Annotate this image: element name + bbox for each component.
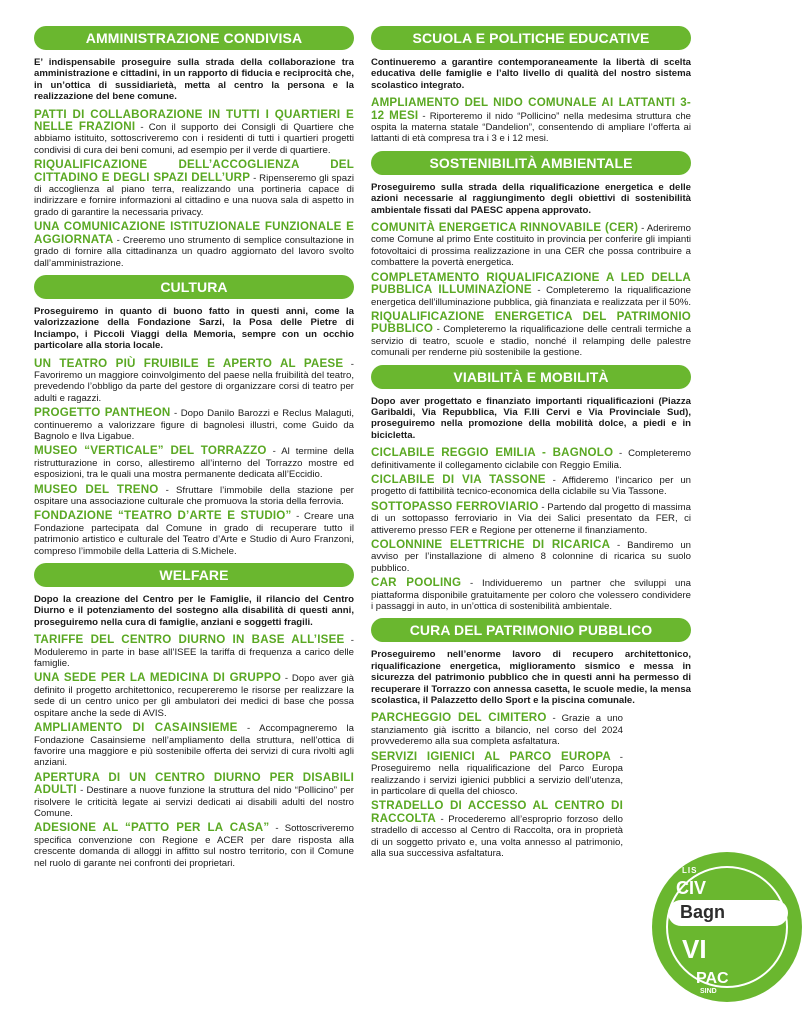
item-heading: UN TEATRO PIÙ FRUIBILE E APERTO AL PAESE [34,356,344,370]
list-item [34,221,354,269]
item-heading: PROGETTO PANTHEON [34,406,171,420]
section-title: SCUOLA E POLITICHE EDUCATIVE [371,26,691,50]
left-column [34,26,354,875]
list-item [371,272,691,308]
item-text: - Favoriremo un maggiore coinvolgimento del paese nella fruibilità del teatro, prevedendo l’obbligo da parte del gestore di organizzare corsi di teatro per adulti e ragazzi. [34,358,354,404]
item-heading: MUSEO DEL TRENO [34,482,159,496]
item-heading: PARCHEGGIO DEL CIMITERO [371,711,547,725]
list-item [371,311,691,359]
section-cultura [34,275,354,557]
item-text: - Creare una Fondazione partecipata dal Comune in grado di recuperare tutto il patrimonio artistico e culturale del Teatro d’Arte e Studio di Auro Franzoni, compreso l’immobile della Latteria di S.Michele. [34,511,354,557]
item-heading: SOTTOPASSO FERROVIARIO [371,499,539,513]
item-heading: APERTURA DI UN CENTRO DIURNO PER DISABILI ADULTI [34,770,354,797]
item-heading: RIQUALIFICAZIONE DELL’ACCOGLIENZA DEL CITTADINO E DEGLI SPAZI DELL’URP [34,158,354,184]
item-text: - Completeremo definitivamente il collegamento ciclabile con Reggio Emilia. [371,448,691,471]
item-text: - Destinare a nuove funzione la struttura del nido “Pollicino” per risolvere le criticità legate ai servizi dedicati ai disabili adulti del nostro Comune. [34,785,354,819]
item-heading: COMPLETAMENTO RIQUALIFICAZIONE A LED DELLA PUBBLICA ILLUMINAZIONE [371,270,691,297]
list-item [371,474,691,498]
section-welfare [34,563,354,869]
item-text: - Riporteremo il nido “Pollicino” nella medesima struttura che ospita la materna statale “Dandelion”, consentendo di ampliare l’offerta ai lattanti di età compresa tra i 3 e i 12 mesi. [371,110,691,145]
item-heading: SERVIZI IGIENICI AL PARCO EUROPA [371,749,611,763]
list-item [34,510,354,557]
section-intro: Continueremo a garantire contemporaneamente la libertà di scelta educativa delle famiglie e l’alto livello di qualità del nostro sistema scolastico integrato. [371,57,691,91]
list-item [371,751,623,798]
item-heading: UNA SEDE PER LA MEDICINA DI GRUPPO [34,671,282,685]
list-item [34,722,354,769]
item-text: - Sottoscriveremo specifica convenzione con Regione e ACER per dare risposta alla crescente domanda di alloggi in affitto sul nostro territorio, con il Comune nel ruolo di garante nei confronti dei proprietari. [34,823,354,869]
item-text: - Dopo aver già definito il progetto architettonico, recupereremo le risorse per realizzare la sede di un centro unico per gli ambulatori dei medici di base che possa ospitare anche la sede di AVIS. [34,673,355,719]
item-heading: TARIFFE DEL CENTRO DIURNO IN BASE ALL’ISEE [34,633,345,647]
list-item [34,634,354,669]
item-text: - Dopo Danilo Barozzi e Reclus Malaguti, continueremo a valorizzare figure di bagnolesi illustri, come Guido da Bagnolo e Ilva Ligabue. [34,408,354,442]
item-heading: FONDAZIONE “TEATRO D’ARTE E STUDIO” [34,509,292,523]
logo-text-line1: CIV [676,878,707,898]
section-scuola [371,26,691,145]
section-title: WELFARE [34,563,354,587]
list-item [371,800,623,859]
item-text: - Completeremo la riqualificazione energetica dell’illuminazione pubblica, già finanziata e realizzata per il 50%. [371,285,691,308]
item-text: - Moduleremo in parte in base all’ISEE la tariffa di frequenza a carico delle famiglie. [34,635,354,670]
item-heading: ADESIONE AL “PATTO PER LA CASA” [34,821,270,835]
list-item [34,445,354,480]
logo-mark: VI [682,934,707,964]
list-item [371,712,623,747]
logo-text-top: LIS [682,866,698,875]
item-heading: RIQUALIFICAZIONE ENERGETICA DEL PATRIMONIO PUBBLICO [371,309,691,336]
logo-text-bottom: SIND [700,988,717,995]
right-column [371,26,691,865]
section-intro: Dopo aver progettato e finanziato importanti riqualificazioni (Piazza Garibaldi, Via Repubblica, Via F.lli Cervi e Via Provinciale Sud), proseguiremo nella promozione della mobilità dolce, a piedi e in bicicletta. [371,395,691,441]
item-heading: CICLABILE REGGIO EMILIA - BAGNOLO [371,446,614,460]
section-viabilita [371,365,691,613]
item-heading: CICLABILE DI VIA TASSONE [371,472,546,486]
section-amministrazione [34,26,354,269]
section-title: VIABILITÀ E MOBILITÀ [371,365,691,389]
civic-list-logo [652,852,802,1002]
item-text: - Partendo dal progetto di massima di un sottopasso ferroviario in Via dei Salici presentato da FER, ci attiveremo presso FER e Regione per ottenerne il finanziamento. [371,501,691,536]
item-text: - Procederemo all’esproprio forzoso dello stradello di accesso al Centro di Raccolta, ora in proprietà di un soggetto privato e, una volta annesso al patrimonio, alla sua successiva asfaltatura. [371,813,623,859]
list-item [34,109,354,157]
list-item [371,222,691,269]
section-intro: E’ indispensabile proseguire sulla strada della collaborazione tra amministrazione e cittadini, in un rapporto di fiducia e reciprocità che, in un’ottica di sussidiarietà, metta al centro la persona e la realizzazione del bene comune. [34,57,354,103]
section-intro: Proseguiremo nell’enorme lavoro di recupero architettonico, riqualificazione energetica, miglioramento sismico e messa in sicurezza del patrimonio pubblico che in questi anni ha permesso di recuperare il Torrazzo con annessa casetta, le scuole medie, la mensa scolastica, il Palazzetto dello Sport e la piscina comunale. [371,649,691,707]
section-title: CULTURA [34,275,354,299]
list-item [371,501,691,536]
item-text: - Creeremo uno strumento di semplice consultazione in grado di fornire alla cittadinanza un quadro aggiornato del lavoro svolto dall’amministrazione. [34,234,354,269]
item-heading: COMUNITÀ ENERGETICA RINNOVABILE (CER) [371,221,639,235]
list-item [34,484,354,508]
list-item [34,159,354,218]
item-text: - Bandiremo un avviso per l’installazione di almeno 8 colonnine di ricarica su suolo pubblico. [371,540,691,574]
item-text: - Affideremo l’incarico per un progetto di fattibilità tecnico-economica della ciclabile su Via Tassone. [371,474,691,498]
section-intro: Dopo la creazione del Centro per le Famiglie, il rilancio del Centro Diurno e il potenziamento del sostegno alla disabilità di questi anni, proseguiremo nella cura di famiglie, anziani e soggetti fragili. [34,594,354,628]
item-text: - Proseguiremo nella riqualificazione del Parco Europa realizzando i servizi igienici pubblici a servizio dell’utenza, in particolare di quella del chiosco. [371,751,623,797]
section-sostenibilita [371,151,691,359]
item-heading: AMPLIAMENTO DI CASAINSIEME [34,721,238,735]
list-item [371,539,691,574]
item-text: - Sfruttare l’immobile della stazione per ospitare una associazione culturale che promuova la storia della ferrovia. [34,484,354,507]
item-heading: UNA COMUNICAZIONE ISTITUZIONALE FUNZIONALE E AGGIORNATA [34,220,354,246]
list-item [34,822,354,869]
item-text: - Grazie a uno stanziamento già iscritto a bilancio, nel corso del 2024 provvederemo alla sua completa asfaltatura. [371,713,623,748]
list-item [34,772,354,820]
item-heading: MUSEO “VERTICALE” DEL TORRAZZO [34,444,267,458]
list-item [371,447,691,471]
list-item [371,97,691,145]
item-text: - Individueremo un partner che sviluppi una piattaforma disponibile gratuitamente per coloro che volessero condividere i passaggi in auto, in un’ottica di sostenibilità ambientale. [371,578,691,613]
section-patrimonio [371,618,691,859]
section-title: SOSTENIBILITÀ AMBIENTALE [371,151,691,175]
item-heading: CAR POOLING [371,576,462,590]
logo-text-line2: PAC [696,970,729,987]
list-item [34,672,354,719]
section-intro: Proseguiremo in quanto di buono fatto in questi anni, come la valorizzazione della Fondazione Sarzi, la Posa delle Pietre di Inciampo, i Piccoli Viaggi della Memoria, sempre con un occhio particolare alla storia locale. [34,305,354,352]
section-title: CURA DEL PATRIMONIO PUBBLICO [371,618,691,642]
list-item [34,358,354,405]
item-text: - Con il supporto dei Consigli di Quartiere che abbiamo istituito, sottoscriveremo con i residenti di tutti i quartieri progetti condivisi di cura dei beni comuni, ad esempio per il verde di quartiere. [34,122,354,156]
item-text: - Accompagneremo la Fondazione Casainsieme nell’ampliamento della struttura, nell’ottica di favorire una maggiore e più sostenibile offerta dei servizi di cura rivolti agli anziani. [34,723,354,769]
logo-text-name: Bagn [680,902,725,922]
narrow-items [371,712,691,859]
section-intro: Proseguiremo sulla strada della riqualificazione energetica e delle azioni necessarie al raggiungimento degli obiettivi di sostenibilità ambientale fissati dal PAESC appena approvato. [371,181,691,216]
item-text: - Completeremo la riqualificazione delle centrali termiche a servizio di teatro, scuole e stadio, nonché il relamping delle palestre comunali per renderne più sostenibile la gestione. [371,324,691,359]
item-text: - Ripenseremo gli spazi di accoglienza al piano terra, realizzando una portineria capace di indirizzare e fornire informazioni al cittadino e una nuova sala di aspetto in grado di garantire la necessaria privacy. [34,172,354,218]
list-item [34,407,354,442]
item-heading: COLONNINE ELETTRICHE DI RICARICA [371,538,611,551]
item-text: - Al termine della ristrutturazione in corso, allestiremo all’interno del Torrazzo mostre ed esposizioni, tra le quali una mostra permanente dedicata all’Eccidio. [34,446,354,481]
list-item [371,577,691,612]
item-text: - Aderiremo come Comune al primo Ente costituito in provincia per conferire gli impianti fotovoltaici di prossima realizzazione in una CER che possa contribuire a combattere la povertà energetica. [371,223,692,269]
item-heading: STRADELLO DI ACCESSO AL CENTRO DI RACCOLTA [371,799,623,825]
section-title: AMMINISTRAZIONE CONDIVISA [34,26,354,50]
item-heading: AMPLIAMENTO DEL NIDO COMUNALE AI LATTANTI 3-12 MESI [371,96,691,122]
item-heading: PATTI DI COLLABORAZIONE IN TUTTI I QUARTIERI E NELLE FRAZIONI [34,107,354,134]
